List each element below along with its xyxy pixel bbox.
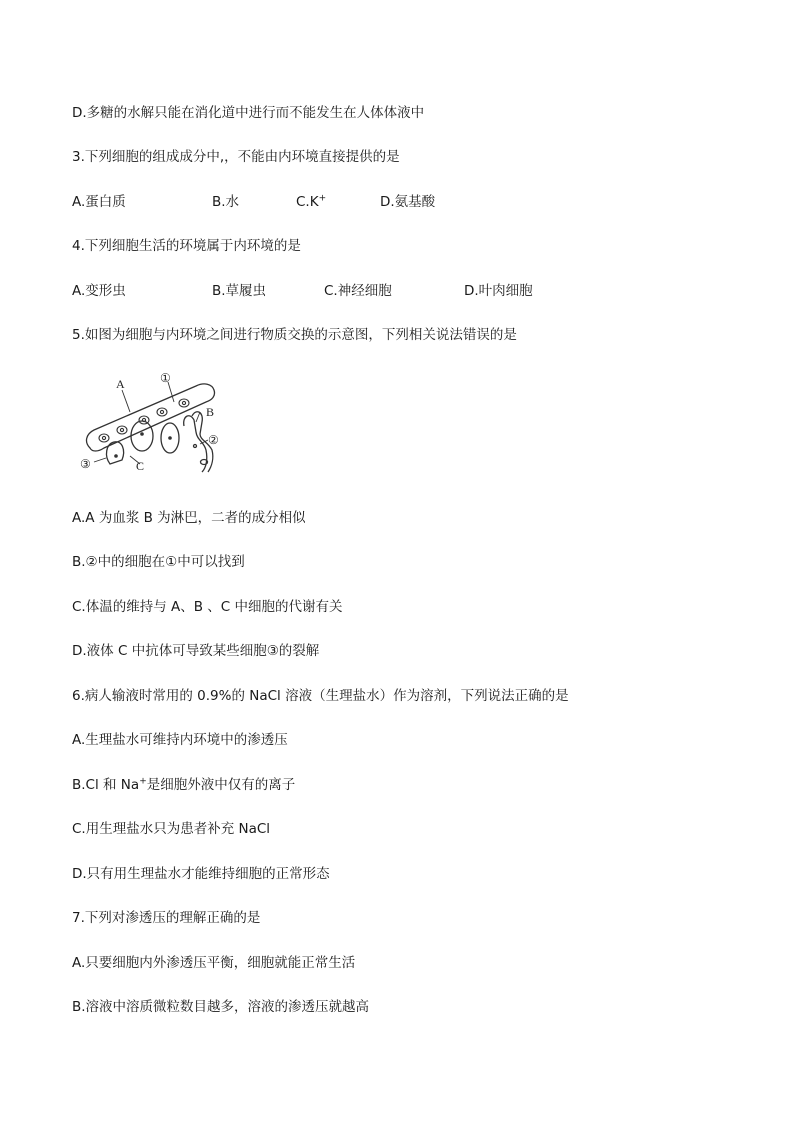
- q7-option-b: B.溶液中溶质微粒数目越多，溶液的渗透压就越高: [72, 999, 370, 1015]
- q2-option-d: D.多糖的水解只能在消化道中进行而不能发生在人体体液中: [72, 105, 425, 121]
- q6-option-d: D.只有用生理盐水才能维持细胞的正常形态: [72, 866, 330, 882]
- q3-option-a: A.蛋白质: [72, 194, 126, 210]
- q6-option-c: C.用生理盐水只为患者补充 NaCl: [72, 821, 271, 837]
- q4-option-c: C.神经细胞: [324, 283, 392, 299]
- q6-option-b: B.Cl 和 Na+是细胞外液中仅有的离子: [72, 776, 296, 793]
- q5-option-c: C.体温的维持与 A、B 、C 中细胞的代谢有关: [72, 599, 343, 615]
- cell-exchange-diagram: [76, 368, 236, 480]
- q4-option-b: B.草履虫: [212, 283, 267, 299]
- q4-option-d: D.叶肉细胞: [464, 283, 533, 299]
- q3-option-d: D.氨基酸: [380, 194, 436, 210]
- label-b: B: [206, 405, 215, 419]
- q5-option-d: D.液体 C 中抗体可导致某些细胞③的裂解: [72, 643, 320, 659]
- label-a: A: [116, 377, 125, 391]
- q6-option-a: A.生理盐水可维持内环境中的渗透压: [72, 732, 288, 748]
- label-1: ①: [160, 371, 171, 385]
- label-3: ③: [80, 457, 91, 471]
- q3-stem: 3.下列细胞的组成成分中,，不能由内环境直接提供的是: [72, 149, 400, 165]
- cell-nuclei: [114, 432, 172, 458]
- q5-option-a: A.A 为血浆 B 为淋巴，二者的成分相似: [72, 510, 306, 526]
- q4-option-a: A.变形虫: [72, 283, 126, 299]
- capillary-vessel: [87, 384, 215, 451]
- label-2: ②: [208, 433, 219, 447]
- q5-stem: 5.如图为细胞与内环境之间进行物质交换的示意图，下列相关说法错误的是: [72, 327, 517, 343]
- blood-cells: [99, 399, 189, 442]
- label-c: C: [136, 459, 145, 473]
- q7-stem: 7.下列对渗透压的理解正确的是: [72, 910, 261, 926]
- q4-stem: 4.下列细胞生活的环境属于内环境的是: [72, 238, 301, 254]
- q3-option-c: C.K+: [296, 193, 327, 210]
- q5-option-b: B.②中的细胞在①中可以找到: [72, 554, 245, 570]
- q6-stem: 6.病人输液时常用的 0.9%的 NaCl 溶液（生理盐水）作为溶剂，下列说法正确的是: [72, 688, 569, 704]
- q7-option-a: A.只要细胞内外渗透压平衡，细胞就能正常生活: [72, 955, 356, 971]
- q3-option-b: B.水: [212, 194, 240, 210]
